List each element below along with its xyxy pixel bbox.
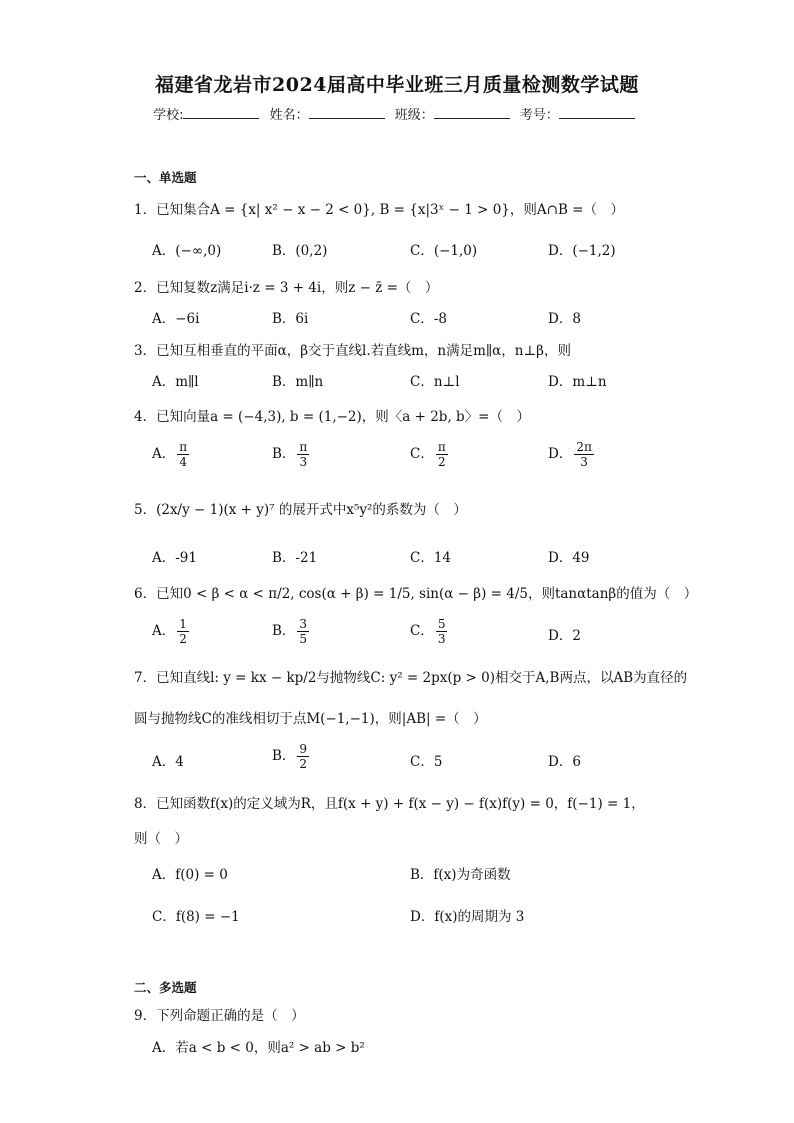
school-label: 学校: [153, 108, 184, 123]
q6-a-den: 2 [179, 632, 187, 646]
question-6: 6．已知0 < β < α < π/2, cos(α + β) = 1/5, sin(α − β) = 4/5，则tanαtanβ的值为（ ） [134, 586, 698, 602]
q7-b-num: 9 [299, 742, 308, 756]
q6-b-num: 3 [299, 617, 308, 631]
section-single-choice: 一、单选题 [134, 170, 197, 185]
q4-option-d[interactable] [548, 440, 596, 469]
q2-option-b[interactable]: B．6i [272, 311, 309, 327]
q1-option-d[interactable]: D．(−1,2) [548, 243, 616, 259]
q4-a-den: 4 [179, 455, 188, 469]
q7-option-d[interactable]: D．6 [548, 754, 581, 770]
q6-c-den: 3 [437, 632, 446, 646]
q4-c-den: 2 [437, 455, 446, 469]
question-7-line-1: 7．已知直线l: y = kx − kp/2与抛物线C: y² = 2px(p > 0)相交于A,B两点，以AB为直径的 [134, 670, 688, 686]
q8-option-b[interactable]: B．f(x)为奇函数 [410, 867, 511, 883]
id-blank[interactable] [559, 106, 635, 119]
question-8-line-1: 8．已知函数f(x)的定义域为R，且f(x + y) + f(x − y) − f(x)f(y) = 0，f(−1) = 1， [134, 796, 645, 812]
q7-b-fraction [297, 742, 309, 771]
q1-option-c[interactable]: C．(−1,0) [410, 243, 478, 259]
q7-option-b[interactable] [272, 742, 311, 771]
id-label: 考号： [519, 108, 559, 123]
question-2: 2．已知复数z满足i·z = 3 + 4i，则z − z̄ =（ ） [134, 280, 439, 296]
q8-option-c[interactable]: C．f(8) = −1 [152, 909, 240, 925]
q6-option-a[interactable] [152, 617, 191, 646]
question-4: 4．已知向量a = (−4,3), b = (1,−2)，则〈a + 2b, b〉=（ ） [134, 409, 530, 425]
q3-option-c[interactable]: C．n⊥l [410, 374, 460, 390]
question-8-line-2: 则（ ） [134, 831, 188, 847]
q7-option-c[interactable]: C．5 [410, 754, 443, 770]
q6-b-den: 5 [299, 632, 308, 646]
q6-option-d[interactable]: D．2 [548, 628, 581, 644]
q1-option-a[interactable]: A．(−∞,0) [152, 243, 222, 259]
q8-option-d[interactable]: D．f(x)的周期为 3 [410, 909, 525, 925]
q6-a-fraction [177, 617, 189, 646]
q2-option-d[interactable]: D．8 [548, 311, 581, 327]
q4-a-fraction [177, 440, 189, 469]
q6-c-prefix: C． [410, 623, 434, 639]
q4-b-den: 3 [299, 455, 308, 469]
q4-d-num: 2π [576, 440, 592, 454]
q9-option-a[interactable]: A．若a < b < 0，则a² > ab > b² [152, 1040, 365, 1056]
q4-c-fraction [436, 440, 448, 469]
q6-c-fraction [436, 617, 448, 646]
q7-b-prefix: B． [272, 748, 296, 764]
q4-a-prefix: A． [152, 446, 176, 462]
q3-option-a[interactable]: A．m∥l [152, 374, 199, 390]
question-9: 9．下列命题正确的是（ ） [134, 1008, 305, 1024]
q4-option-c[interactable] [410, 440, 450, 469]
q5-option-d[interactable]: D．49 [548, 550, 590, 566]
q6-c-num: 5 [437, 617, 446, 631]
q2-option-a[interactable]: A．−6i [152, 311, 200, 327]
q4-d-fraction [574, 440, 594, 469]
q1-option-b[interactable]: B．(0,2) [272, 243, 328, 259]
class-blank[interactable] [434, 106, 510, 119]
q6-a-prefix: A． [152, 623, 176, 639]
q4-option-a[interactable] [152, 440, 191, 469]
q4-a-num: π [179, 440, 188, 454]
q5-option-b[interactable]: B．-21 [272, 550, 318, 566]
q4-b-prefix: B． [272, 446, 296, 462]
q7-option-a[interactable]: A．4 [152, 754, 184, 770]
q4-b-num: π [299, 440, 308, 454]
question-1: 1．已知集合A = {x| x² − x − 2 < 0}, B = {x|3ˣ − 1 > 0}，则A∩B =（ ） [134, 202, 624, 218]
q3-option-b[interactable]: B．m∥n [272, 374, 324, 390]
q7-b-den: 2 [299, 757, 308, 771]
q8-option-a[interactable]: A．f(0) = 0 [152, 867, 228, 883]
q2-option-c[interactable]: C．-8 [410, 311, 447, 327]
q6-a-num: 1 [179, 617, 187, 631]
question-5: 5．(2x/y − 1)(x + y)⁷ 的展开式中x⁵y²的系数为（ ） [134, 502, 467, 518]
q4-d-prefix: D． [548, 446, 573, 462]
question-7-line-2: 圆与抛物线C的准线相切于点M(−1,−1)，则|AB| =（ ） [134, 711, 487, 727]
q6-option-c[interactable] [410, 617, 449, 646]
q6-b-prefix: B． [272, 623, 296, 639]
name-blank[interactable] [309, 106, 385, 119]
q6-option-b[interactable] [272, 617, 311, 646]
q4-option-b[interactable] [272, 440, 311, 469]
q3-option-d[interactable]: D．m⊥n [548, 374, 607, 390]
q5-option-c[interactable]: C．14 [410, 550, 452, 566]
section-multiple-choice: 二、多选题 [134, 980, 197, 995]
q4-c-num: π [437, 440, 446, 454]
school-blank[interactable] [183, 106, 259, 119]
q4-c-prefix: C． [410, 446, 434, 462]
question-3: 3．已知互相垂直的平面α，β交于直线l.若直线m，n满足m∥α，n⊥β，则 [134, 343, 571, 359]
exam-title: 福建省龙岩市2024届高中毕业班三月质量检测数学试题 [155, 74, 639, 96]
q5-option-a[interactable]: A．-91 [152, 550, 197, 566]
q4-b-fraction [297, 440, 309, 469]
q4-d-den: 3 [580, 455, 588, 469]
class-label: 班级： [394, 108, 434, 123]
q6-b-fraction [297, 617, 309, 646]
student-info-row [0, 104, 794, 123]
name-label: 姓名： [269, 108, 309, 123]
